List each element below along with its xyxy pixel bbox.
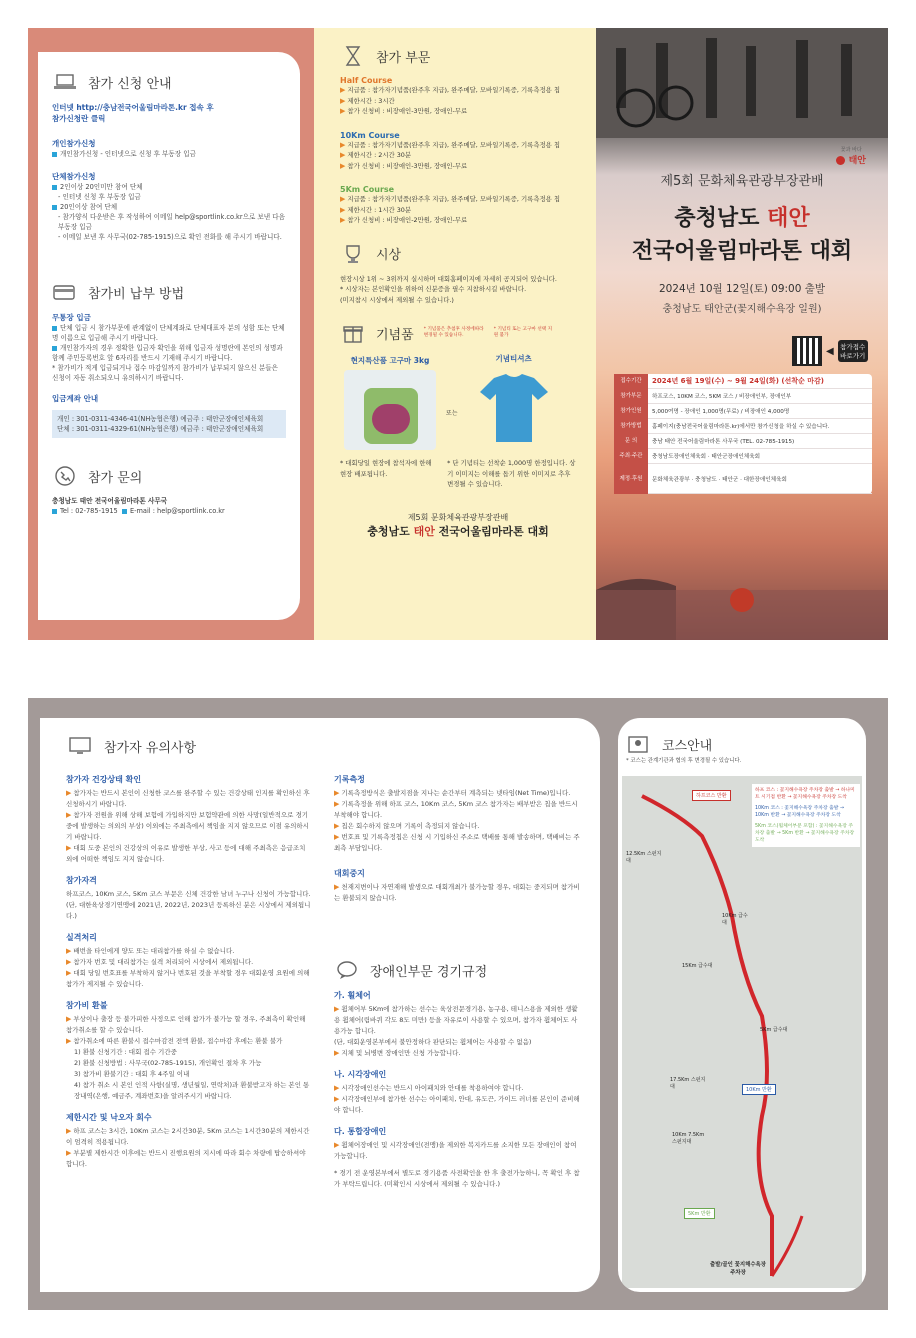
cover-title: 제5회 문화체육관광부장관배 충청남도 태안 전국어울림마라톤 대회 2024년 10월 12일(토) 09:00 출발 충청남도 태안군(꽃지해수욕장 일원) [631, 174, 853, 315]
info-table: 접수기간 2024년 6월 19일(수) ~ 9월 24일(화) (선착순 마감) 참가부문 하프코스, 10KM 코스, 5KM 코스 / 비장애인부, 장애인부 참가인원 5,000여명 - 장애인 1,000명(무료) / 비장애인 4,000명 참가방법 홈페이지(충남전국어울림마라톤.kr)에서만 참가신청을 하실 수 있습니다. 문 의 충남 태안 전국어울림마라톤 사무국 (TEL. 02-785-1915) 주최·주관 충청남도장애인체육회 · 태안군장애인체육회 제정·후원 문화체육관광부 · 충청남도 · 태안군 · 대한장애인체육회 [614, 374, 872, 494]
phone-icon [52, 466, 78, 486]
notice-header [68, 736, 582, 756]
account-heading: 입금계좌 안내 [52, 394, 99, 403]
hourglass-icon [340, 46, 366, 66]
apply-line2: 참가신청란 클릭 [52, 114, 106, 123]
course-10k: 10Km Course ▶ 지급품 : 참가자기념품(완주후 지급), 완주메달, 모바일기록증, 기록측정용 칩 ▶ 제한시간 : 2시간 30분 ▶ 참가 신청비 : 비장애인-3만원, 장애인-무료 [340, 130, 561, 170]
apply-line1[interactable]: 인터넷 http://충남전국어울림마라톤.kr 접속 후 [52, 103, 214, 112]
award-l3: (미지참시 시상에서 제외될 수 있습니다.) [340, 295, 454, 304]
personal-text: 개인참가신청 - 인터넷으로 신청 후 부동장 입금 [52, 149, 286, 159]
notice-right-col: 기록측정 ▶ 기록측정방식은 출발지점을 지나는 순간부터 계측되는 넷타임(Net Time)입니다. ▶ 기록측정을 위해 하프 코스, 10Km 코스, 5Km 코스 참가자는 배부받은 칩을 반드시 부착해야 합니다. ▶ 칩은 회수하지 않으며 기록이 측정되지 않습니다. ▶ 번호표 및 기록측정칩은 신청 시 기입하신 주소로 택배를 통해 발송하며, 택배비는 주최측 부담입니다. 대회중지 ▶ 천재지변이나 자연재해 발생으로 대회개최가 불가능할 경우, 대회는 중지되며 참가비는 환불되지 않습니다. 장애인부문 경기규정 가. 휠체어 ▶ 휠체어부 5Km에 참가하는 선수는 육상전문경기용, 농구용, 테니스용을 제외한 생활용 휠체어(림바퀴 각도 8도 미만) 등을 자유로이 사용할 수 있으며, 참가자 휠체어도 사용가능 합니다. (단, 대회운영본부에서 불안정하다 판단되는 휠체어는 사용할 수 없음) ▶ 지체 및 뇌병변 장애인만 신청 가능합니다. 나. 시각장애인 ▶ 시각장애인선수는 반드시 아이패치와 안대를 착용하여야 합니다. ▶ 시각장애인부에 참가한 선수는 아이패치, 안대, 유도끈, 가이드 러너를 본인이 준비해야 합니다. 다. 통합장애인 ▶ 휠체어장애인 및 시각장애인(전맹)을 제외한 복지카드를 소지한 모든 장애인이 참여 가능합니다. * 경기 전 운영본부에서 별도로 경기용품 사전확인을 한 후 출전가능하니, 꼭 확인 후 참가 부탁드립니다. (미확인시 시상에서 제외될 수 있습니다.) [334, 775, 580, 1188]
qr-link[interactable]: ◀ 참가접수 바로가기 [792, 336, 868, 366]
payment-list: 단체 입금 시 참가부문에 관계없이 단체계좌로 단체대표자 분의 성함 또는 단체명 이름으로 입금해 주시기 바랍니다. 개인참가자의 경우 정확한 입금자 확인을 위해 입금자 성명란에 본인의 성명과 함께 주민등록번호 앞 6자리를 반드시 기재해 주시기 바랍니다. * 참가비가 적게 입금되거나 접수 마감일까지 참가비가 납부되지 않으신 분들은 신청이 자동 취소되오니 유의하시기 바랍니다. [52, 324, 285, 382]
souvenir-bullet2: * 단 기념티는 선착순 1,000명 한정입니다. 상기 이미지는 이해를 돕기 위한 이미지로 추후 변경될 수 있습니다. [447, 459, 576, 488]
course-header [626, 734, 866, 754]
contact-title: 참가 문의 [88, 470, 143, 486]
account-box: 개인 : 301-0311-4346-41(NH농협은행) 예금주 : 태안군장애인체육회 단체 : 301-0311-4329-61(NH농협은행) 예금주 : 태안군장애인체육회 [52, 410, 286, 438]
souvenir-tshirt: 기념티셔츠 [464, 353, 564, 452]
map-label-half-turn: 하프코스 반환 [692, 790, 731, 801]
gift-icon [340, 323, 366, 343]
group-list: 2인이상 20인미만 참여 단체 - 인터넷 신청 후 부동장 입금 20인이상 참여 단체 - 참가양식 다운받은 후 작성하여 이메일 help@sportlink.co.kr으로 보낸 다음 부동장 입금 - 이메일 보낸 후 사무국(02-785-1915)으로 확인 전화를 해 주시기 바랍니다. [52, 182, 286, 242]
course-legend: 하프 코스 : 꽃지해수욕장 주차장 출발 → 하나미트 시기점 반환 → 꽃지해수욕장 주차장 도착 10Km 코스 : 꽃지해수욕장 주차장 출발 → 10Km 반환 → 꽃지해수욕장 주차장 도착 5Km 코스(휠체어부분 포함) : 꽃지해수욕장 주차장 출발 → 5Km 반환 → 꽃지해수욕장 주차장 도착 [752, 784, 860, 847]
laptop-icon [52, 72, 78, 92]
award-l1: 현장시상 1위 ~ 3위까지 실시하며 대회홈페이지에 자세히 공지되어 있습니다. [340, 274, 557, 283]
tshirt-image [474, 368, 554, 448]
contact-org: 충청남도 태안 전국어울림마라톤 사무국 [52, 497, 168, 505]
monitor-icon [68, 736, 94, 756]
map-label-12-5k: 12.5Km 스펀지대 [626, 851, 662, 864]
sweetpotato-image [344, 370, 436, 450]
chat-icon [334, 960, 360, 980]
souvenir-title: 기념품 [376, 327, 414, 343]
notice-card [40, 718, 600, 1292]
payment-title: 참가비 납부 방법 [88, 286, 185, 302]
map-label-10k-water: 10Km 급수대 [722, 913, 748, 926]
divisions-title: 참가 부문 [376, 50, 431, 66]
map-label-10k-turn: 10Km 반환 [742, 1084, 776, 1095]
course-half: Half Course ▶ 지급품 : 참가자기념품(완주후 지급), 완주메달, 모바일기록증, 기록측정용 칩 ▶ 제한시간 : 3시간 ▶ 참가 신청비 : 비장애인-3만원, 장애인-무료 [340, 76, 561, 115]
payment-header [52, 282, 286, 302]
contact-line: Tel : 02-785-1915 E-mail : help@sportlink.co.kr [52, 506, 286, 516]
notice-left-col: 참가자 건강상태 확인 ▶ 참가자는 반드시 본인이 신청한 코스를 완주할 수 있는 건강상태 인지를 확인하신 후 신청하시기 바랍니다. ▶ 참가자 전원을 위해 상해 보험에 가입하지만 보험약관에 의한 사망(일반적으로 경기 중에 발생하는 의외의 부상) 이외에는 주최측에서 책임을 지지 않으므로 이점 유의하시기 바랍니다. ▶ 대회 도중 본인의 건강상의 이유로 발생한 부상, 사고 등에 대해 주최측은 응급조치 외에 어떠한 책임도 지지 않습니다. 참가자격 하프코스, 10Km 코스, 5Km 코스 부문은 신체 건강한 남녀 누구나 신청이 가능합니다.(단, 대한육상경기연맹에 2021년, 2022년, 2023년 등록하신 분은 시상에서 제외됩니다.) 실격처리 ▶ 배번을 타인에게 양도 또는 대리참가를 하실 수 없습니다. ▶ 참가자 번호 및 대리참가는 실격 처리되어 시상에서 제외됩니다. ▶ 대회 당일 번호표를 부착하지 않거나 번호된 것을 부착할 경우 대회운영 요원에 의해 참가가 제지될 수 있습니다. 참가비 환불 ▶ 부상이나 출장 등 불가피한 사정으로 인해 참가가 불가능 할 경우, 주최측이 확인해 참가취소를 할 수 있습니다. ▶ 참가취소에 따른 환불시 접수마감전 전액 환불, 접수마감 후에는 환불 불가 1) 환불 신청기간 : 대회 접수 기간중 2) 환불 신청방법 : 사무국(02-785-1915), 개인확인 절차 후 가능 3) 참가비 환불기간 : 대회 후 4주일 이내 4) 참가 취소 시 본인 인적 사항(실명, 생년월일, 연락처)과 환불받고자 하는 본인 통장내역(은행, 예금주, 계좌번호)을 알려주시기 바랍니다. 제한시간 및 낙오자 회수 ▶ 하프 코스는 3시간, 10Km 코스는 2시간30분, 5Km 코스는 1시간30분의 제한시간이 엄격히 적용됩니다. ▶ 부분별 제한시간 이후에는 반드시 진행요원의 지시에 따라 회수 차량에 탑승하셔야 합니다. [66, 775, 311, 1168]
middle-panel [314, 28, 596, 640]
souvenir-bullet1: * 대회당일 현장에 참석자에 한해 현장 배포됩니다. [340, 459, 432, 478]
cover-panel [596, 28, 888, 640]
souvenir-sweetpotato: 현지특산품 고구마 3kg [340, 355, 440, 450]
personal-heading: 개인참가신청 [52, 139, 96, 148]
map-pin-icon [626, 734, 652, 754]
map-label-15k-water: 15Km 급수대 [682, 963, 713, 969]
left-info-card [38, 52, 300, 620]
souvenir-options [340, 353, 576, 452]
qr-code-icon[interactable] [792, 336, 822, 366]
contact-header [52, 466, 286, 486]
runners-photo [596, 28, 888, 138]
divisions-header [340, 46, 576, 66]
apply-header [52, 72, 286, 92]
notice-title: 참가자 유의사항 [104, 740, 197, 756]
group-heading: 단체참가신청 [52, 172, 96, 181]
award-title: 시상 [376, 248, 402, 263]
course-map [622, 776, 862, 1288]
mid-footer: 제5회 문화체육관광부장관배 충청남도 태안 전국어울림마라톤 대회 [367, 512, 549, 538]
disabled-warning: * 경기 전 운영본부에서 별도로 경기용품 사전확인을 한 후 출전가능하니, 꼭 확인 후 참가 부탁드립니다. (미확인시 시상에서 제외될 수 있습니다.) [334, 1169, 580, 1188]
brand-logo: 꽃과 바다 태안 [836, 146, 866, 166]
map-label-start-goal: 출발/골인 꽃지해수욕장 주차장 [710, 1262, 766, 1276]
course-card [618, 718, 866, 1292]
apply-title: 참가 신청 안내 [88, 76, 172, 92]
trophy-icon [340, 244, 366, 264]
map-label-5k-turn: 5Km 반환 [684, 1208, 715, 1219]
souvenir-or: 또는 [446, 410, 458, 417]
map-label-7-5k: 10Km 7.5Km 스펀지대 [672, 1132, 705, 1145]
course-note: * 코스는 관계기관과 협의 후 변경될 수 있습니다. [626, 758, 742, 764]
payment-heading: 무통장 입금 [52, 313, 91, 322]
award-l2: * 시상자는 본인확인을 위하여 신분증을 필수 지참하시길 바랍니다. [340, 285, 527, 293]
course-5k: 5Km Course ▶ 지급품 : 참가자기념품(완주후 지급), 완주메달, 모바일기록증, 기록측정용 칩 ▶ 제한시간 : 1시간 30분 ▶ 참가 신청비 : 비장애인-2만원, 장애인-무료 [340, 185, 561, 224]
souvenir-header: 기념품 * 기념품은 추첨후 사정에따라 변경될 수 있습니다. * 기념티 또는 고구마 선택 지원 불가 [340, 323, 576, 343]
contact-email[interactable]: E-mail : help@sportlink.co.kr [129, 507, 225, 515]
card-icon [52, 282, 78, 302]
map-label-17-5k: 17.5Km 스펀지대 [670, 1077, 706, 1090]
sunset-sea [596, 530, 888, 640]
map-label-5k-water: 5Km 급수대 [760, 1027, 788, 1033]
course-title: 코스안내 [662, 738, 713, 754]
disabled-title: 장애인부문 경기규정 [370, 964, 488, 980]
award-header [340, 244, 576, 264]
disabled-header [334, 960, 580, 980]
